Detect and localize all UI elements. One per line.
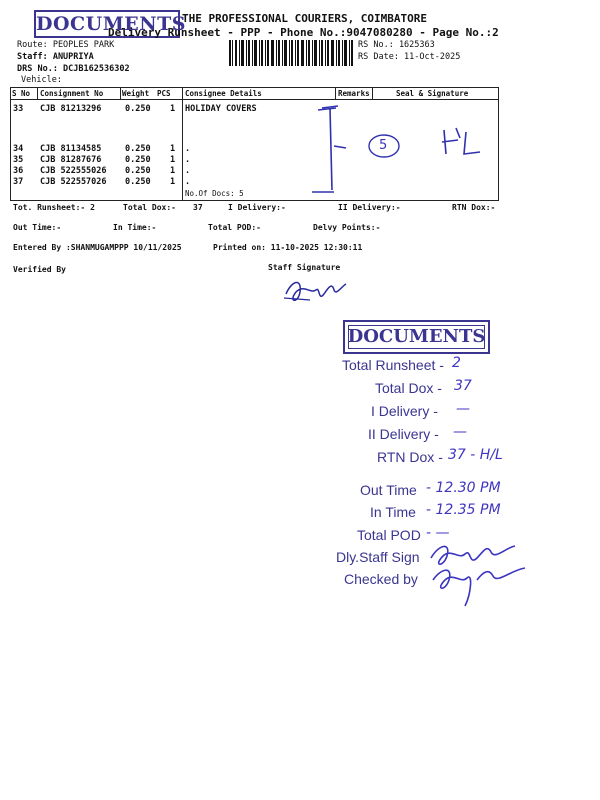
row-consignment: CJB 81287676 bbox=[40, 155, 102, 165]
handwritten-circled-count: 5 bbox=[379, 138, 388, 153]
row-consignment: CJB 522557026 bbox=[40, 177, 107, 187]
row-details: HOLIDAY COVERS bbox=[185, 104, 257, 114]
summary-value: - 12.35 PM bbox=[426, 502, 501, 518]
delvy-points: Delvy Points:- bbox=[313, 223, 381, 232]
row-consignment: CJB 522555026 bbox=[40, 166, 107, 176]
documents-summary-stamp: DOCUMENTS bbox=[343, 320, 490, 354]
in-time: In Time:- bbox=[113, 223, 157, 232]
total-dox-label: Total Dox:- bbox=[123, 203, 176, 212]
row-sno: 33 bbox=[13, 104, 24, 114]
summary-value: — bbox=[453, 424, 467, 440]
row-weight: 0.250 bbox=[125, 104, 151, 114]
entered-by: Entered By :SHANMUGAMPPP 10/11/2025 bbox=[13, 243, 182, 252]
printed-on: Printed on: 11-10-2025 12:30:11 bbox=[213, 243, 363, 252]
row-sno: 35 bbox=[13, 155, 24, 165]
row-sno: 36 bbox=[13, 166, 24, 176]
row-pcs: 1 bbox=[170, 155, 176, 165]
staff-signature-label: Staff Signature bbox=[268, 263, 341, 272]
handwritten-bracket bbox=[308, 102, 488, 202]
summary-label: Dly.Staff Sign bbox=[336, 549, 420, 565]
row-pcs: 1 bbox=[170, 166, 176, 176]
header-remarks: Remarks bbox=[338, 89, 370, 98]
ii-delivery: II Delivery:- bbox=[338, 203, 401, 212]
row-pcs: 1 bbox=[170, 177, 176, 187]
summary-label: Checked by bbox=[344, 571, 418, 587]
row-pcs: 1 bbox=[170, 144, 176, 154]
out-time: Out Time:- bbox=[13, 223, 62, 232]
summary-value: - — bbox=[426, 525, 450, 541]
rs-number: RS No.: 1625363 bbox=[358, 40, 435, 50]
i-delivery: I Delivery:- bbox=[228, 203, 286, 212]
row-weight: 0.250 bbox=[125, 166, 151, 176]
header-pcs: PCS bbox=[157, 89, 171, 98]
staff-label: Staff: ANUPRIYA bbox=[17, 52, 94, 62]
tot-runsheet: Tot. Runsheet:- 2 bbox=[13, 203, 95, 212]
header-consignee: Consignee Details bbox=[185, 89, 262, 98]
header-weight: Weight bbox=[122, 89, 150, 98]
row-details: . bbox=[185, 144, 191, 154]
row-consignment: CJB 81213296 bbox=[40, 104, 102, 114]
runsheet-title: Delivery Runsheet - PPP - Phone No.:9047080280 - Page No.:2 bbox=[108, 26, 499, 39]
summary-value: 37 - H/L bbox=[448, 447, 503, 463]
summary-label: RTN Dox - bbox=[377, 449, 443, 465]
row-weight: 0.250 bbox=[125, 155, 151, 165]
row-details: . bbox=[185, 177, 191, 187]
vehicle-label: Vehicle: bbox=[21, 75, 62, 85]
summary-label: I Delivery - bbox=[371, 403, 438, 419]
row-consignment: CJB 81134585 bbox=[40, 144, 102, 154]
summary-value: 37 bbox=[454, 378, 472, 394]
header-consignment: Consignment No bbox=[40, 89, 104, 98]
summary-value: — bbox=[456, 401, 470, 417]
summary-label: Out Time bbox=[360, 482, 417, 498]
dly-staff-signature bbox=[425, 538, 535, 610]
row-weight: 0.250 bbox=[125, 177, 151, 187]
summary-label: In Time bbox=[370, 504, 416, 520]
row-details: . bbox=[185, 155, 191, 165]
staff-signature bbox=[280, 272, 350, 312]
summary-label: II Delivery - bbox=[368, 426, 439, 442]
verified-by: Verified By bbox=[13, 265, 66, 274]
row-details: . bbox=[185, 166, 191, 176]
no-of-docs: No.Of Docs: 5 bbox=[185, 189, 244, 198]
summary-label: Total Runsheet - bbox=[342, 357, 444, 373]
row-pcs: 1 bbox=[170, 104, 176, 114]
rs-date: RS Date: 11-Oct-2025 bbox=[358, 52, 461, 62]
row-sno: 34 bbox=[13, 144, 24, 154]
route-label: Route: PEOPLES PARK bbox=[17, 40, 115, 50]
summary-value: 2 bbox=[452, 355, 461, 371]
handwritten-hl bbox=[420, 165, 422, 166]
row-weight: 0.250 bbox=[125, 144, 151, 154]
row-sno: 37 bbox=[13, 177, 24, 187]
drs-label: DRS No.: DCJB162536302 bbox=[17, 64, 130, 74]
documents-stamp: DOCUMENTS bbox=[34, 10, 180, 38]
total-pod: Total POD:- bbox=[208, 223, 261, 232]
summary-label: Total POD bbox=[357, 527, 421, 543]
summary-value: - 12.30 PM bbox=[426, 480, 501, 496]
barcode bbox=[229, 40, 353, 66]
total-dox-value: 37 bbox=[193, 203, 203, 212]
header-seal-signature: Seal & Signature bbox=[396, 89, 469, 98]
company-name: THE PROFESSIONAL COURIERS, COIMBATORE bbox=[182, 12, 428, 25]
summary-label: Total Dox - bbox=[375, 380, 442, 396]
rtn-dox: RTN Dox:- bbox=[452, 203, 496, 212]
header-sno: S No bbox=[12, 89, 31, 98]
